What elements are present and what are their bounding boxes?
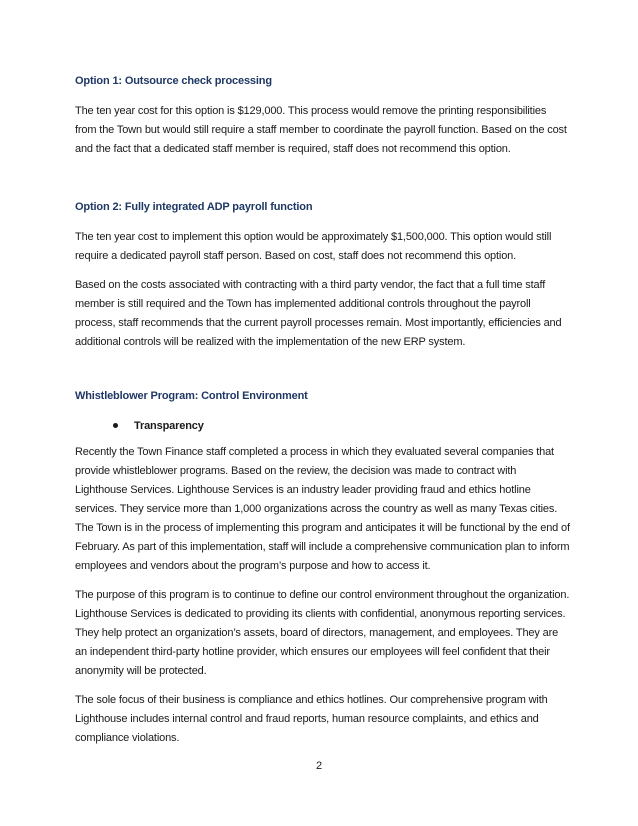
page-number: 2 [315,760,323,772]
option1-heading: Option 1: Outsource check processing [75,75,272,87]
option1-paragraph: The ten year cost for this option is $129,000. This process would remove the printing responsibilities from the Town but would still require a staff member to coordinate the payroll function. Based on the cost and the fact that a dedicated staff member is required, staff does not recommend this option. [75,105,567,155]
payroll-conclusion-paragraph: Based on the costs associated with contracting with a third party vendor, the fact that a full time staff member is still required and the Town has implemented additional controls throughout the payroll process, staff recommends that the current payroll processes remain. Most importantly, efficiencies and additional controls will be realized with the implementation of the new ERP system. [75,279,562,348]
whistleblower-heading: Whistleblower Program: Control Environment [75,390,308,402]
bullet-icon [113,423,118,428]
whistleblower-paragraph-1: Recently the Town Finance staff completed a process in which they evaluated several companies that provide whistleblower programs. Based on the review, the decision was made to contract with Lighthouse Services. Lighthouse Services is an industry leader providing fraud and ethics hotline services. They service more than 1,000 organizations across the country as well as many Texas cities. The Town is in the process of implementing this program and anticipates it will be functional by the end of February. As part of this implementation, staff will include a comprehensive communication plan to inform employees and vendors about the program’s purpose and how to access it. [75,446,570,572]
option2-heading: Option 2: Fully integrated ADP payroll function [75,201,313,213]
whistleblower-paragraph-3: The sole focus of their business is compliance and ethics hotlines. Our comprehensive program with Lighthouse includes internal control and fraud reports, human resource complaints, and ethics and compliance violations. [75,694,548,744]
document-page [75,66,570,748]
bullet-item [75,416,570,435]
whistleblower-paragraph-2: The purpose of this program is to continue to define our control environment throughout the organization. Lighthouse Services is dedicated to providing its clients with confidential, anonymous reporting services. They help protect an organization’s assets, board of directors, management, and employees. They are an independent third-party hotline provider, which ensures our employees will feel confident that their anonymity will be protected. [75,589,570,677]
bullet-label: Transparency [134,419,204,432]
option2-paragraph: The ten year cost to implement this option would be approximately $1,500,000. This option would still require a dedicated payroll staff person. Based on cost, staff does not recommend this option. [75,231,552,262]
